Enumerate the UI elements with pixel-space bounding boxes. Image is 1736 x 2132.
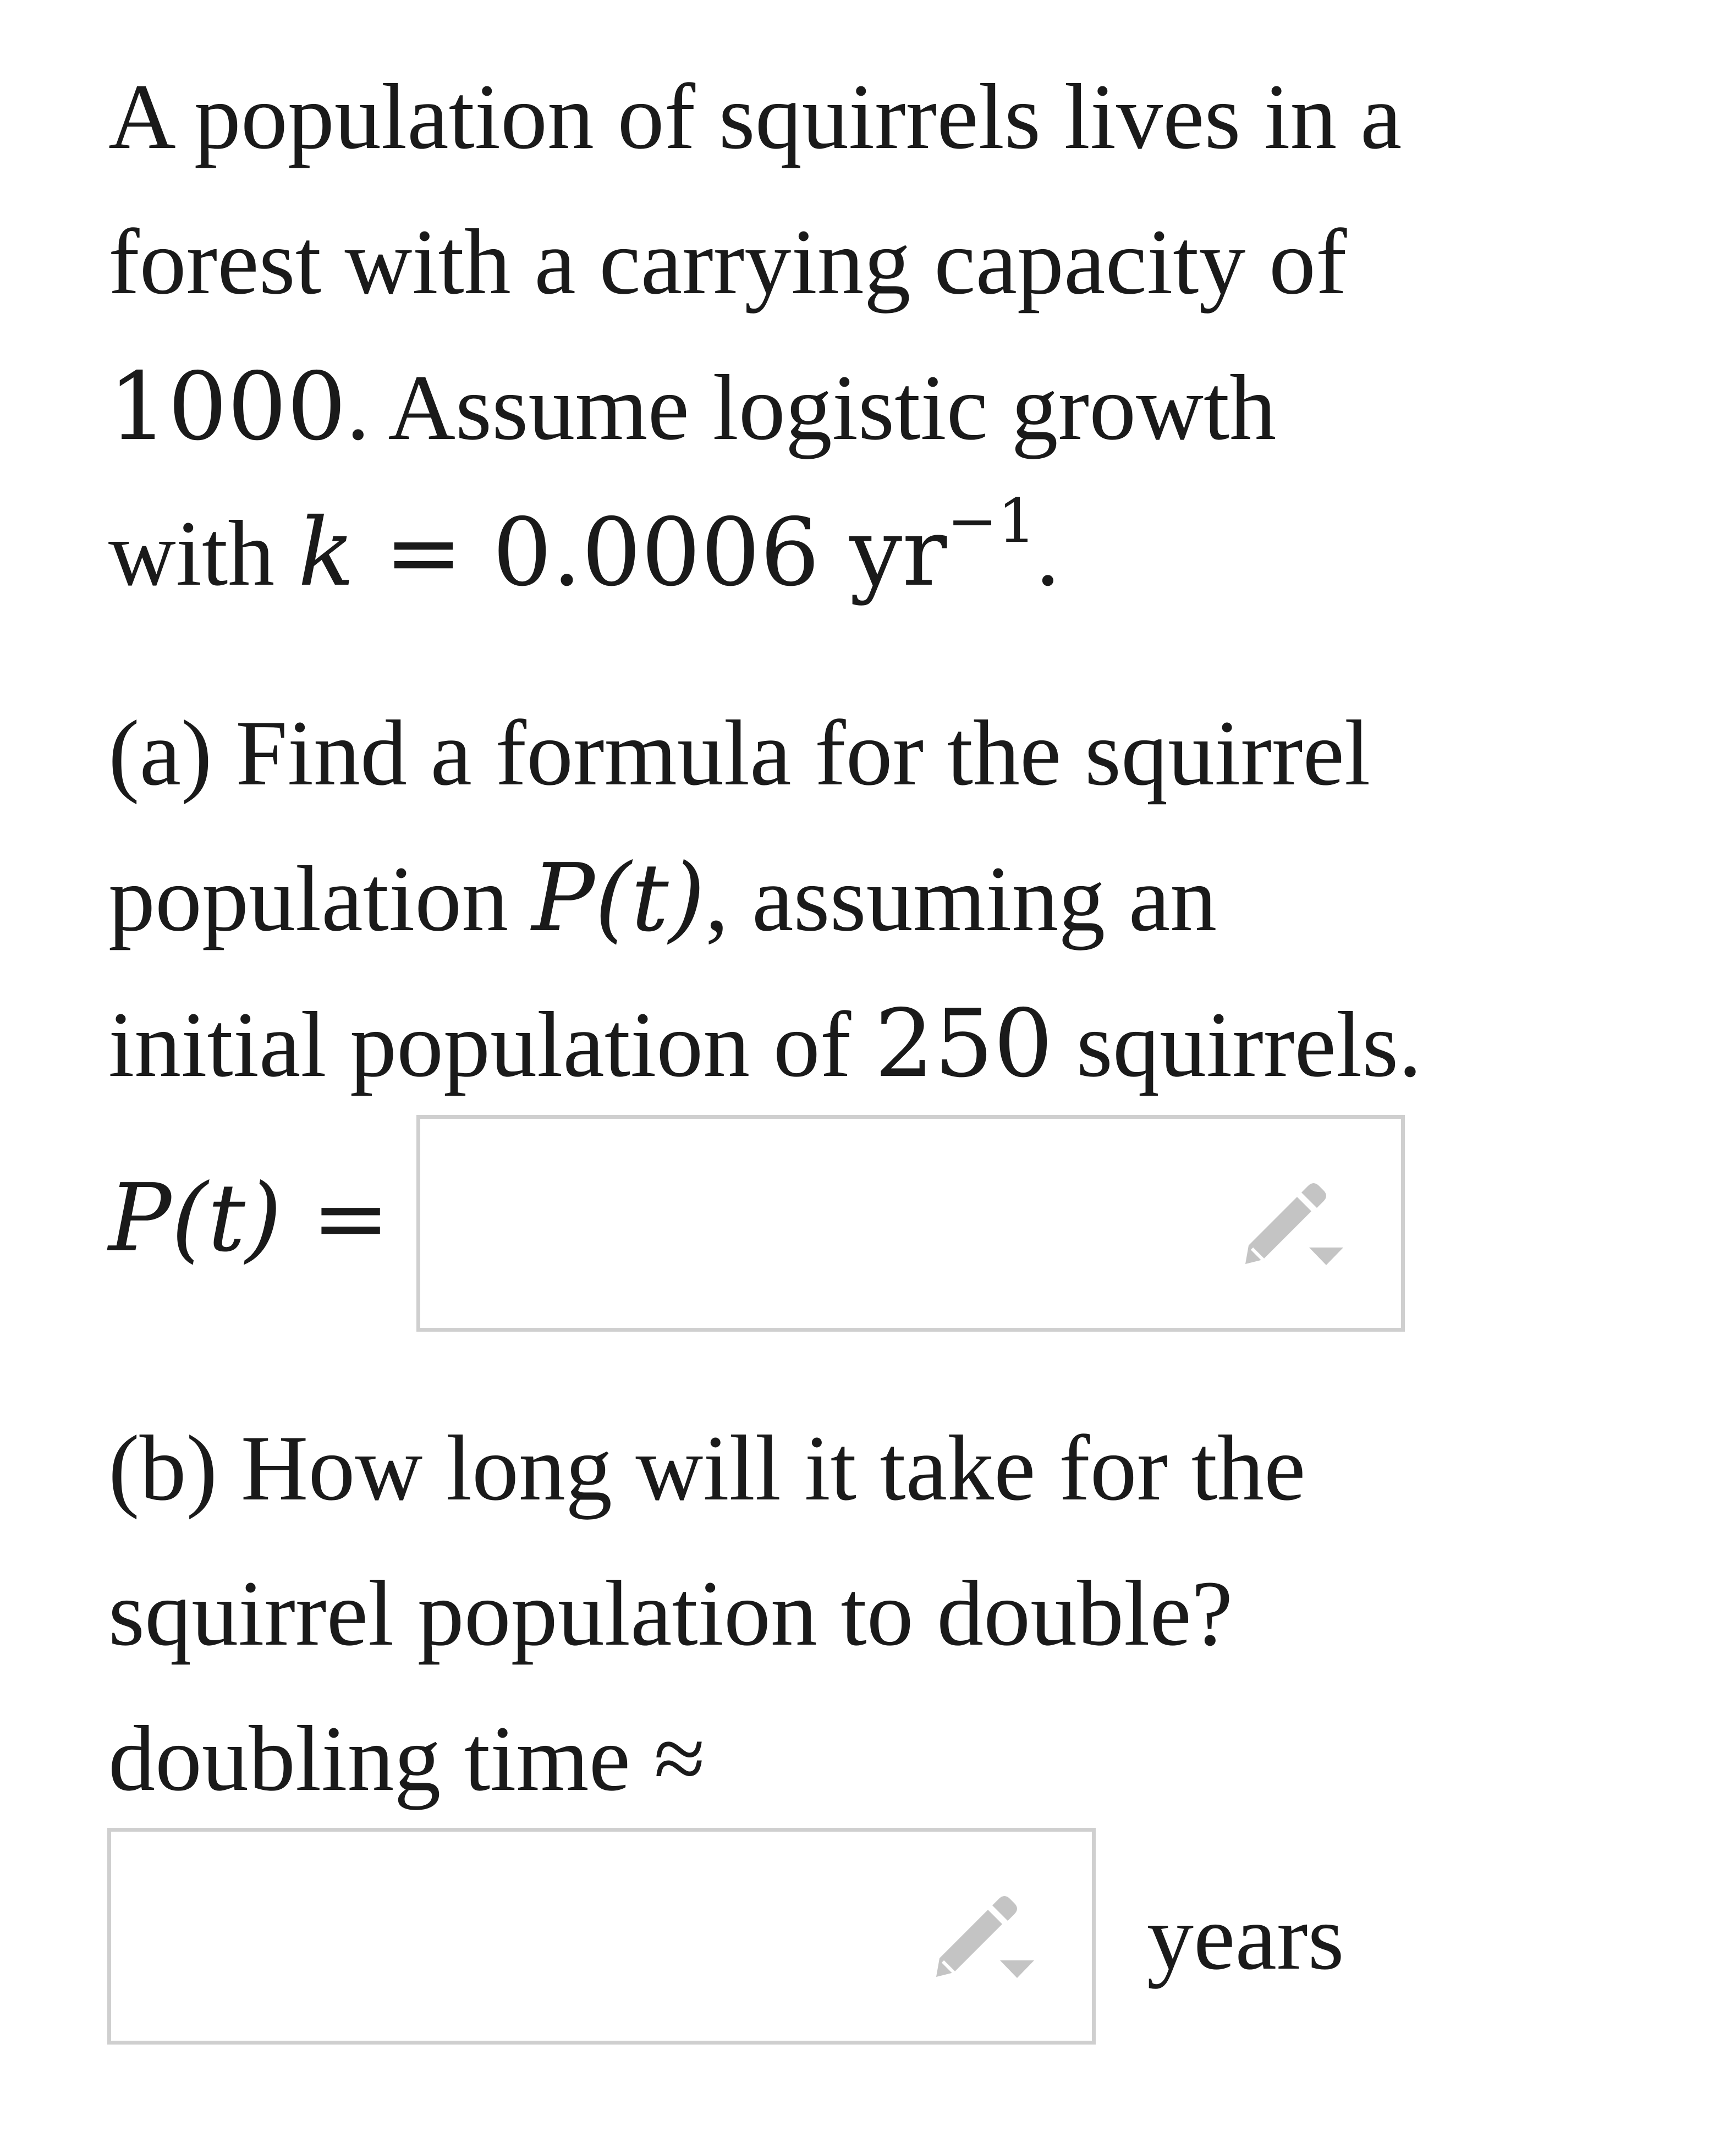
- function-name: P: [531, 844, 595, 953]
- doubling-time-label: doubling time ≈: [108, 1707, 705, 1810]
- part-b-line-2: squirrel population to double?: [108, 1562, 1233, 1665]
- part-b-question: [108, 1395, 1649, 1831]
- equals-sign: =: [354, 498, 493, 607]
- growth-constant-unit: yr: [820, 498, 947, 607]
- part-a-line-2-post: , assuming an: [705, 847, 1217, 950]
- intro-line-2: forest with a carrying capacity of: [108, 210, 1347, 314]
- intro-line-1: A population of squirrels lives in a: [108, 65, 1402, 168]
- intro-line-3-text: . Assume logistic growth: [346, 356, 1277, 459]
- unit-exponent: −1: [947, 486, 1036, 556]
- growth-constant-symbol: k: [298, 498, 355, 607]
- growth-constant-value: 0.0006: [492, 498, 820, 607]
- answer-a-function-argument: (t): [171, 1164, 282, 1273]
- part-a-line-2-pre: population: [108, 847, 532, 950]
- problem-statement: [108, 44, 1649, 636]
- pencil-dropdown-icon[interactable]: [1233, 1182, 1349, 1270]
- answer-a-function-name: P: [108, 1164, 172, 1273]
- part-a-line-3-pre: initial population of: [108, 993, 875, 1096]
- function-argument: (t): [595, 844, 706, 953]
- intro-with-text: with: [108, 502, 298, 605]
- units-label: years: [1147, 1886, 1344, 1989]
- intro-period: .: [1036, 502, 1060, 605]
- intro-line-3: [108, 334, 1649, 480]
- formula-answer-input[interactable]: [416, 1115, 1405, 1332]
- initial-population-value: 250: [874, 990, 1053, 1098]
- pencil-dropdown-icon[interactable]: [924, 1894, 1040, 1982]
- carrying-capacity-value: 1000: [108, 353, 347, 461]
- part-b-line-1: (b) How long will it take for the: [108, 1416, 1306, 1520]
- part-a-line-1: (a) Find a formula for the squirrel: [108, 701, 1371, 805]
- part-a-line-3-post: squirrels.: [1053, 993, 1422, 1096]
- intro-line-4: [108, 480, 1649, 636]
- part-a-line-2: [108, 826, 1649, 971]
- doubling-time-input[interactable]: [107, 1828, 1096, 2045]
- part-a-question: [108, 680, 1649, 1117]
- answer-a-label: [108, 1146, 390, 1291]
- answer-a-equals: =: [282, 1164, 390, 1273]
- part-a-line-3: [108, 971, 1649, 1117]
